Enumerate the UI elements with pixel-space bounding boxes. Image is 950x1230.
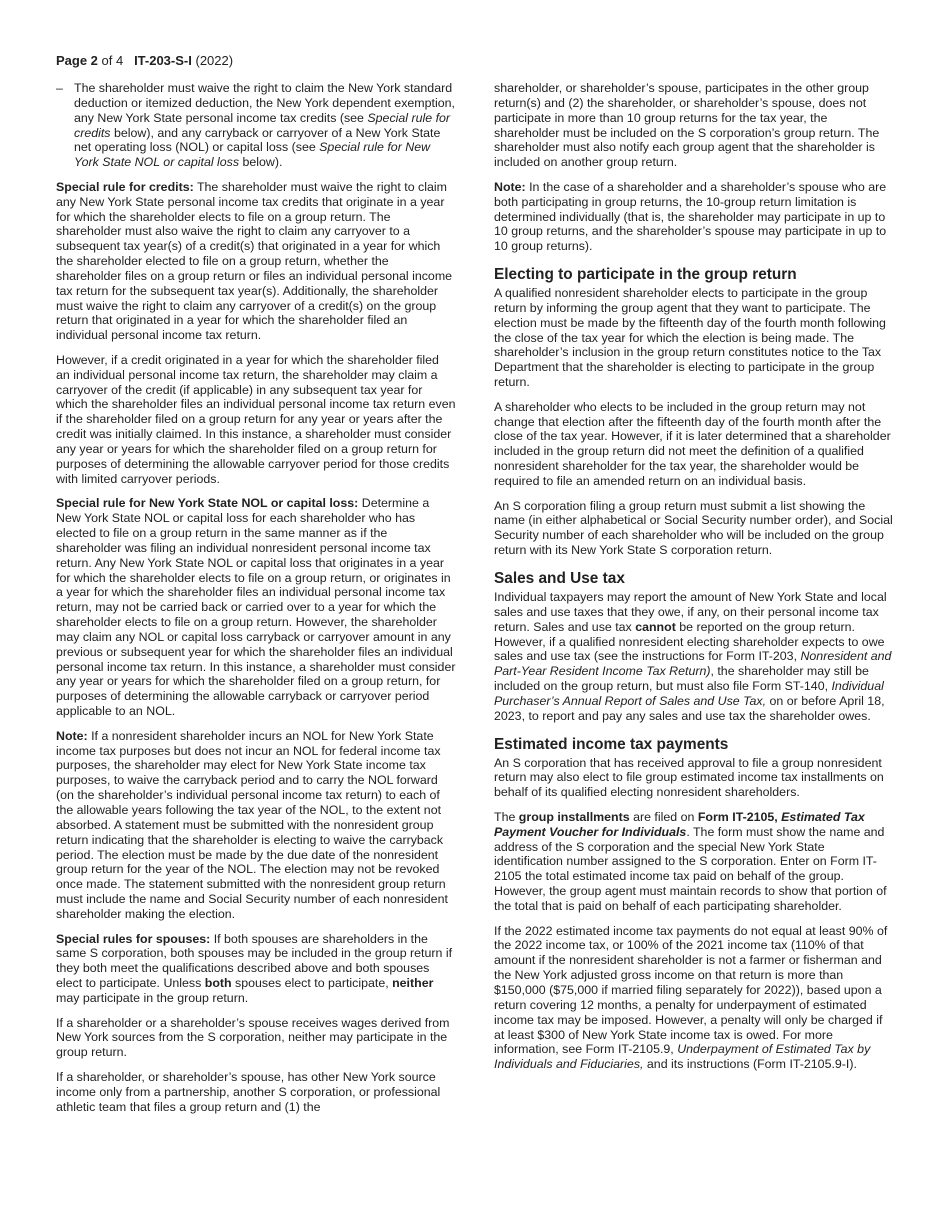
estimated-paragraph-1: An S corporation that has received approval to file a group nonresident return may also elect to file group estimated income tax installments on behalf of its qualified electing nonresident shareholders. (494, 755, 884, 800)
estimated-tax-heading: Estimated income tax payments (494, 735, 729, 753)
wages-paragraph: If a shareholder or a shareholder’s spouse receives wages derived from New York sources from the S corporation, neither may participate in the group return. (56, 1015, 450, 1060)
continued-paragraph: shareholder, or shareholder’s spouse, participates in the other group return(s) and (2) the shareholder, or shareholder’s spouse, does not participate in more than 10 group returns for the tax year, the shareholder must be included on the S corporation’s group return. The shareholder must also notify each group agent that the shareholder is included on another group return. (494, 81, 880, 170)
page-of: of 4 (97, 53, 124, 68)
sales-use-tax-heading: Sales and Use tax (494, 570, 625, 588)
note-nol-paragraph: Note: If a nonresident shareholder incurs an NOL for New York State income tax purposes but does not incur an NOL for federal income tax purposes, the shareholder may elect for New York State income tax purposes, to waive the carryback period and to carry the NOL forward (on the shareholder’s individual personal income tax return) to each of the allowable years following the tax year of the NOL, to the extent not absorbed. A statement must be submitted with the nonresident group return indicating that the shareholder is electing to waive the carryback period. The election must be made by the due date of the nonresident group return for the year of the NOL. The election may not be revoked once made. The statement submitted with the nonresident group return must include the name and Social Security number of each nonresident shareholder making the election. (56, 728, 448, 921)
ref-special-rule-credits: Special rule for credits (74, 110, 451, 140)
special-rules-spouses-paragraph: Special rules for spouses: If both spouses are shareholders in the same S corporation, both spouses may be included in the group return if they both meet the qualifications described above and both spouses elect to participate. Unless both spouses elect to participate, neither may participate in the group return. (56, 931, 453, 1005)
electing-paragraph-1: A qualified nonresident shareholder elects to participate in the group return by informing the group agent that they want to participate. The election must be made by the fifteenth day of the fourth month following the close of the tax year for which the election is being made. The shareholder’s inclusion in the group return constitutes notice to the Tax Department that the shareholder is electing to participate in the group return. (494, 286, 886, 390)
electing-paragraph-3: An S corporation filing a group return must submit a list showing the name (in either alphabetical or Social Security number order), and Social Security number of each shareholder who will be included on the group return with its New York State S corporation return. (494, 498, 893, 558)
dash-marker: – (56, 81, 63, 95)
electing-paragraph-2: A shareholder who elects to be included in the group return may not change that election after the fifteenth day of the fourth month after the close of the tax year. However, if it is later determined that a shareholder included in the group return did not meet the definition of a qualified nonresident shareholder for the tax year, the shareholder would be required to file an amended return on an individual basis. (494, 399, 891, 488)
form-it2105-title: Estimated Tax Payment Voucher for Individuals (494, 809, 865, 839)
electing-heading: Electing to participate in the group return (494, 266, 797, 284)
special-rule-credits-paragraph: Special rule for credits: The shareholder must waive the right to claim any New York State personal income tax credits that originate in a year for which the shareholder elects to file on a group return. The shareholder must also waive the right to claim any carryover to a subsequent tax year(s) of a credit(s) that originated in a year for which the shareholder elected to file on a group return, whether the shareholder files on a group return or files an individual personal income tax return for the subsequent tax year(s). Additionally, the shareholder must waive the right to claim any carryover of a credit(s) on the group return that originated in a year for which the shareholder filed an individual personal income tax return. (56, 179, 453, 343)
form-id: IT-203-S-I (134, 53, 192, 68)
page-label: Page 2 (56, 53, 98, 68)
however-credit-paragraph: However, if a credit originated in a year for which the shareholder filed an individual personal income tax return, the shareholder may claim a carryover of the credit (if applicable) in any subsequent tax year for which the shareholder files an individual personal income tax return even if the shareholder filed on a group return for any year or years after the credit was initially claimed. In this instance, a shareholder must consider any year or years for which the shareholder filed on a group return for purposes of determining the allowable carryover period for those credits with limited carryover periods. (56, 352, 456, 486)
note-label: Note: (56, 728, 88, 743)
note-label: Note: (494, 179, 526, 194)
estimated-paragraph-2: The group installments are filed on Form IT-2105, Estimated Tax Payment Voucher for Individuals. The form must show the name and address of the S corporation and the special New York State identification number assigned to the S corporation. Enter on Form IT-2105 the total estimated income tax paid on behalf of the group. However, the group agent must maintain records to show that portion of the total that is paid on behalf of each participating shareholder. (494, 809, 887, 913)
ref-special-rule-nol: Special rule for New York State NOL or capital loss (74, 140, 431, 170)
form-it203-title: Nonresident and Part-Year Resident Income Tax Return) (494, 649, 892, 679)
sales-use-tax-paragraph: Individual taxpayers may report the amount of New York State and local sales and use taxes that they owe, if any, on their personal income tax return. Sales and use tax cannot be reported on the group return. However, if a qualified nonresident electing shareholder expects to owe sales and use tax (see the instructions for Form IT-203, Nonresident and Part-Year Resident Income Tax Return), the shareholder may still be included on the group return, but must also file Form ST-140, Individual Purchaser’s Annual Report of Sales and Use Tax, on or before April 18, 2023, to report and pay any sales and use tax the shareholder owes. (494, 590, 892, 723)
page-header (56, 53, 233, 69)
form-st140-title: Individual Purchaser’s Annual Report of Sales and Use Tax, (494, 679, 884, 708)
note-10-group-paragraph: Note: In the case of a shareholder and a shareholder’s spouse who are both participating in group returns, the 10-group return limitation is determined individually (that is, the shareholder may participate in up to 10 group returns, and the shareholder’s spouse may participate in up to 10 group returns). (494, 179, 887, 254)
special-rule-credits-heading: Special rule for credits: (56, 179, 194, 194)
right-column (494, 81, 894, 1082)
form-year: (2022) (195, 53, 234, 68)
special-rules-spouses-heading: Special rules for spouses: (56, 931, 211, 946)
left-column (56, 81, 456, 1124)
form-it2105-9-title: Underpayment of Estimated Tax by Individuals and Fiduciaries, (494, 1042, 871, 1072)
waive-rights-bullet: – The shareholder must waive the right to claim the New York standard deduction or itemized deduction, the New York dependent exemption, any New York State personal income tax credits (see Special rule for credits below), and any carryback or carryover of a New York State net operating loss (NOL) or capital loss (see Special rule for New York State NOL or capital loss below). (56, 81, 455, 170)
special-rule-nol-heading: Special rule for New York State NOL or capital loss: (56, 496, 359, 511)
other-source-paragraph: If a shareholder, or shareholder’s spouse, has other New York source income only from a partnership, another S corporation, or professional athletic team that files a group return and (1) the (56, 1069, 441, 1114)
special-rule-nol-paragraph: Special rule for New York State NOL or capital loss: Determine a New York State NOL or capital loss for each shareholder who has elected to file on a group return in the same manner as if the shareholder was filing an individual nonresident personal income tax return. Any New York State NOL or capital loss that originates in a year for which the shareholder elects to file on a group return, or originates in a year for which the shareholder files an individual personal income tax return, may not be carried back or carried over to a year for which the shareholder elects to file on a group return. However, the shareholder may claim any NOL or capital loss carryback or carryover amount in any previous or subsequent year for which the shareholder files an individual personal income tax return. In this instance, a shareholder must consider any year or years for which the shareholder filed on a group return, for purposes of determining the allowable carryback or carryover period applicable to an NOL. (56, 496, 456, 719)
estimated-paragraph-3: If the 2022 estimated income tax payments do not equal at least 90% of the 2022 income tax, or 100% of the 2021 income tax (110% of that amount if the nonresident shareholder is not a farmer or fisherman and the New York adjusted gross income on that return is more than $150,000 ($75,000 if married filing separately for 2022)), based upon a return covering 12 months, a penalty for underpayment of estimated income tax may be imposed. However, a penalty will only be charged if at least $300 of New York State income tax is owed. For more information, see Form IT-2105.9, Underpayment of Estimated Tax by Individuals and Fiduciaries, and its instructions (Form IT-2105.9-I). (494, 923, 888, 1072)
